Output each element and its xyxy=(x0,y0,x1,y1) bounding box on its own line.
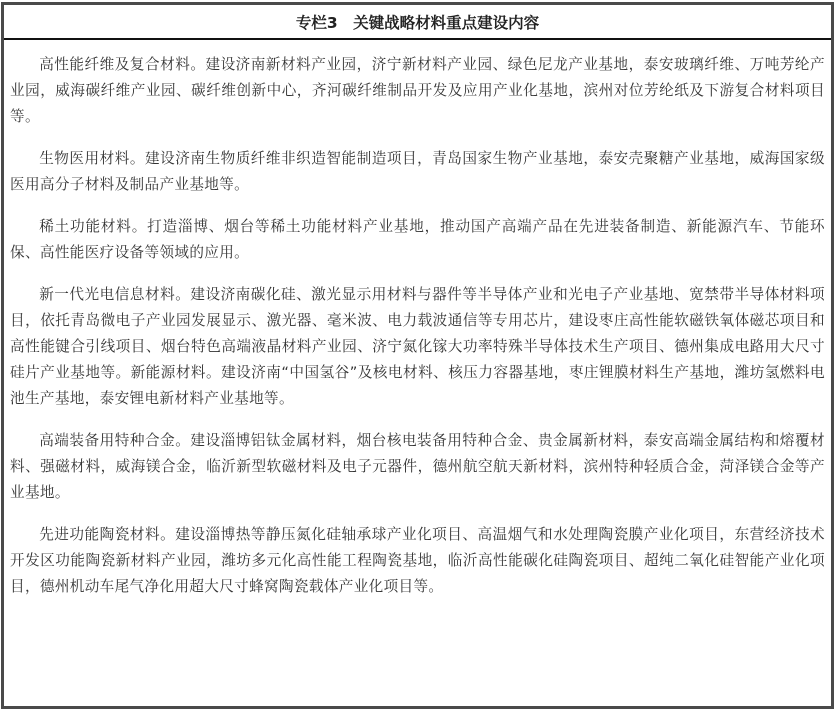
paragraph-body: 打造淄博、烟台等稀土功能材料产业基地，推动国产高端产品在先进装备制造、新能源汽车、节能环保、高性能医疗设备等领域的应用。 xyxy=(10,218,825,261)
paragraph-body: 建设济南新材料产业园，济宁新材料产业园、绿色尼龙产业基地，泰安玻璃纤维、万吨芳纶产业园，威海碳纤维产业园、碳纤维创新中心，齐河碳纤维制品开发及应用产业化基地，滨州对位芳纶纸及下游复合材料项目等。 xyxy=(10,56,825,125)
paragraph-special-alloys xyxy=(10,428,825,506)
paragraph-lead: 稀土功能材料。 xyxy=(39,218,148,235)
paragraph-lead: 生物医用材料。 xyxy=(39,150,145,167)
paragraph-high-performance-fiber xyxy=(10,52,825,130)
feature-box xyxy=(1,2,834,709)
box-content xyxy=(4,40,831,600)
box-header xyxy=(4,5,831,40)
paragraph-body: 建设济南碳化硅、激光显示用材料与器件等半导体产业和光电子产业基地、宽禁带半导体材料项目，依托青岛微电子产业园发展显示、激光器、毫米波、电力载波通信等专用芯片，建设枣庄高性能软磁铁氧体磁芯项目和高性能键合引线项目、烟台特色高端液晶材料产业园、济宁氮化镓大功率特殊半导体技术生产项目、德州集成电路用大尺寸硅片产业基地等。新能源材料。建设济南“中国氢谷”及核电材料、核压力容器基地，枣庄锂膜材料生产基地，潍坊氢燃料电池生产基地，泰安锂电新材料产业基地等。 xyxy=(10,286,825,407)
paragraph-lead: 高性能纤维及复合材料。 xyxy=(39,56,206,73)
paragraph-lead: 先进功能陶瓷材料。 xyxy=(39,526,176,543)
paragraph-body: 建设淄博热等静压氮化硅轴承球产业化项目、高温烟气和水处理陶瓷膜产业化项目，东营经济技术开发区功能陶瓷新材料产业园，潍坊多元化高性能工程陶瓷基地，临沂高性能碳化硅陶瓷项目、超纯二氧化硅智能产业化项目，德州机动车尾气净化用超大尺寸蜂窝陶瓷载体产业化项目等。 xyxy=(10,526,825,595)
paragraph-lead: 新一代光电信息材料。 xyxy=(39,286,191,303)
paragraph-body: 建设济南生物质纤维非织造智能制造项目，青岛国家生物产业基地，泰安壳聚糖产业基地，威海国家级医用高分子材料及制品产业基地等。 xyxy=(10,150,825,193)
paragraph-lead: 高端装备用特种合金。 xyxy=(39,432,191,449)
paragraph-rare-earth-materials xyxy=(10,214,825,266)
box-title: 专栏3 关键战略材料重点建设内容 xyxy=(295,13,540,32)
paragraph-body: 建设淄博铝钛金属材料，烟台核电装备用特种合金、贵金属新材料，泰安高端金属结构和熔覆材料、强磁材料，威海镁合金，临沂新型软磁材料及电子元器件，德州航空航天新材料，滨州特种轻质合金，菏泽镁合金等产业基地。 xyxy=(10,432,825,501)
paragraph-functional-ceramics xyxy=(10,522,825,600)
paragraph-biomedical-materials xyxy=(10,146,825,198)
paragraph-optoelectronic-materials xyxy=(10,282,825,412)
